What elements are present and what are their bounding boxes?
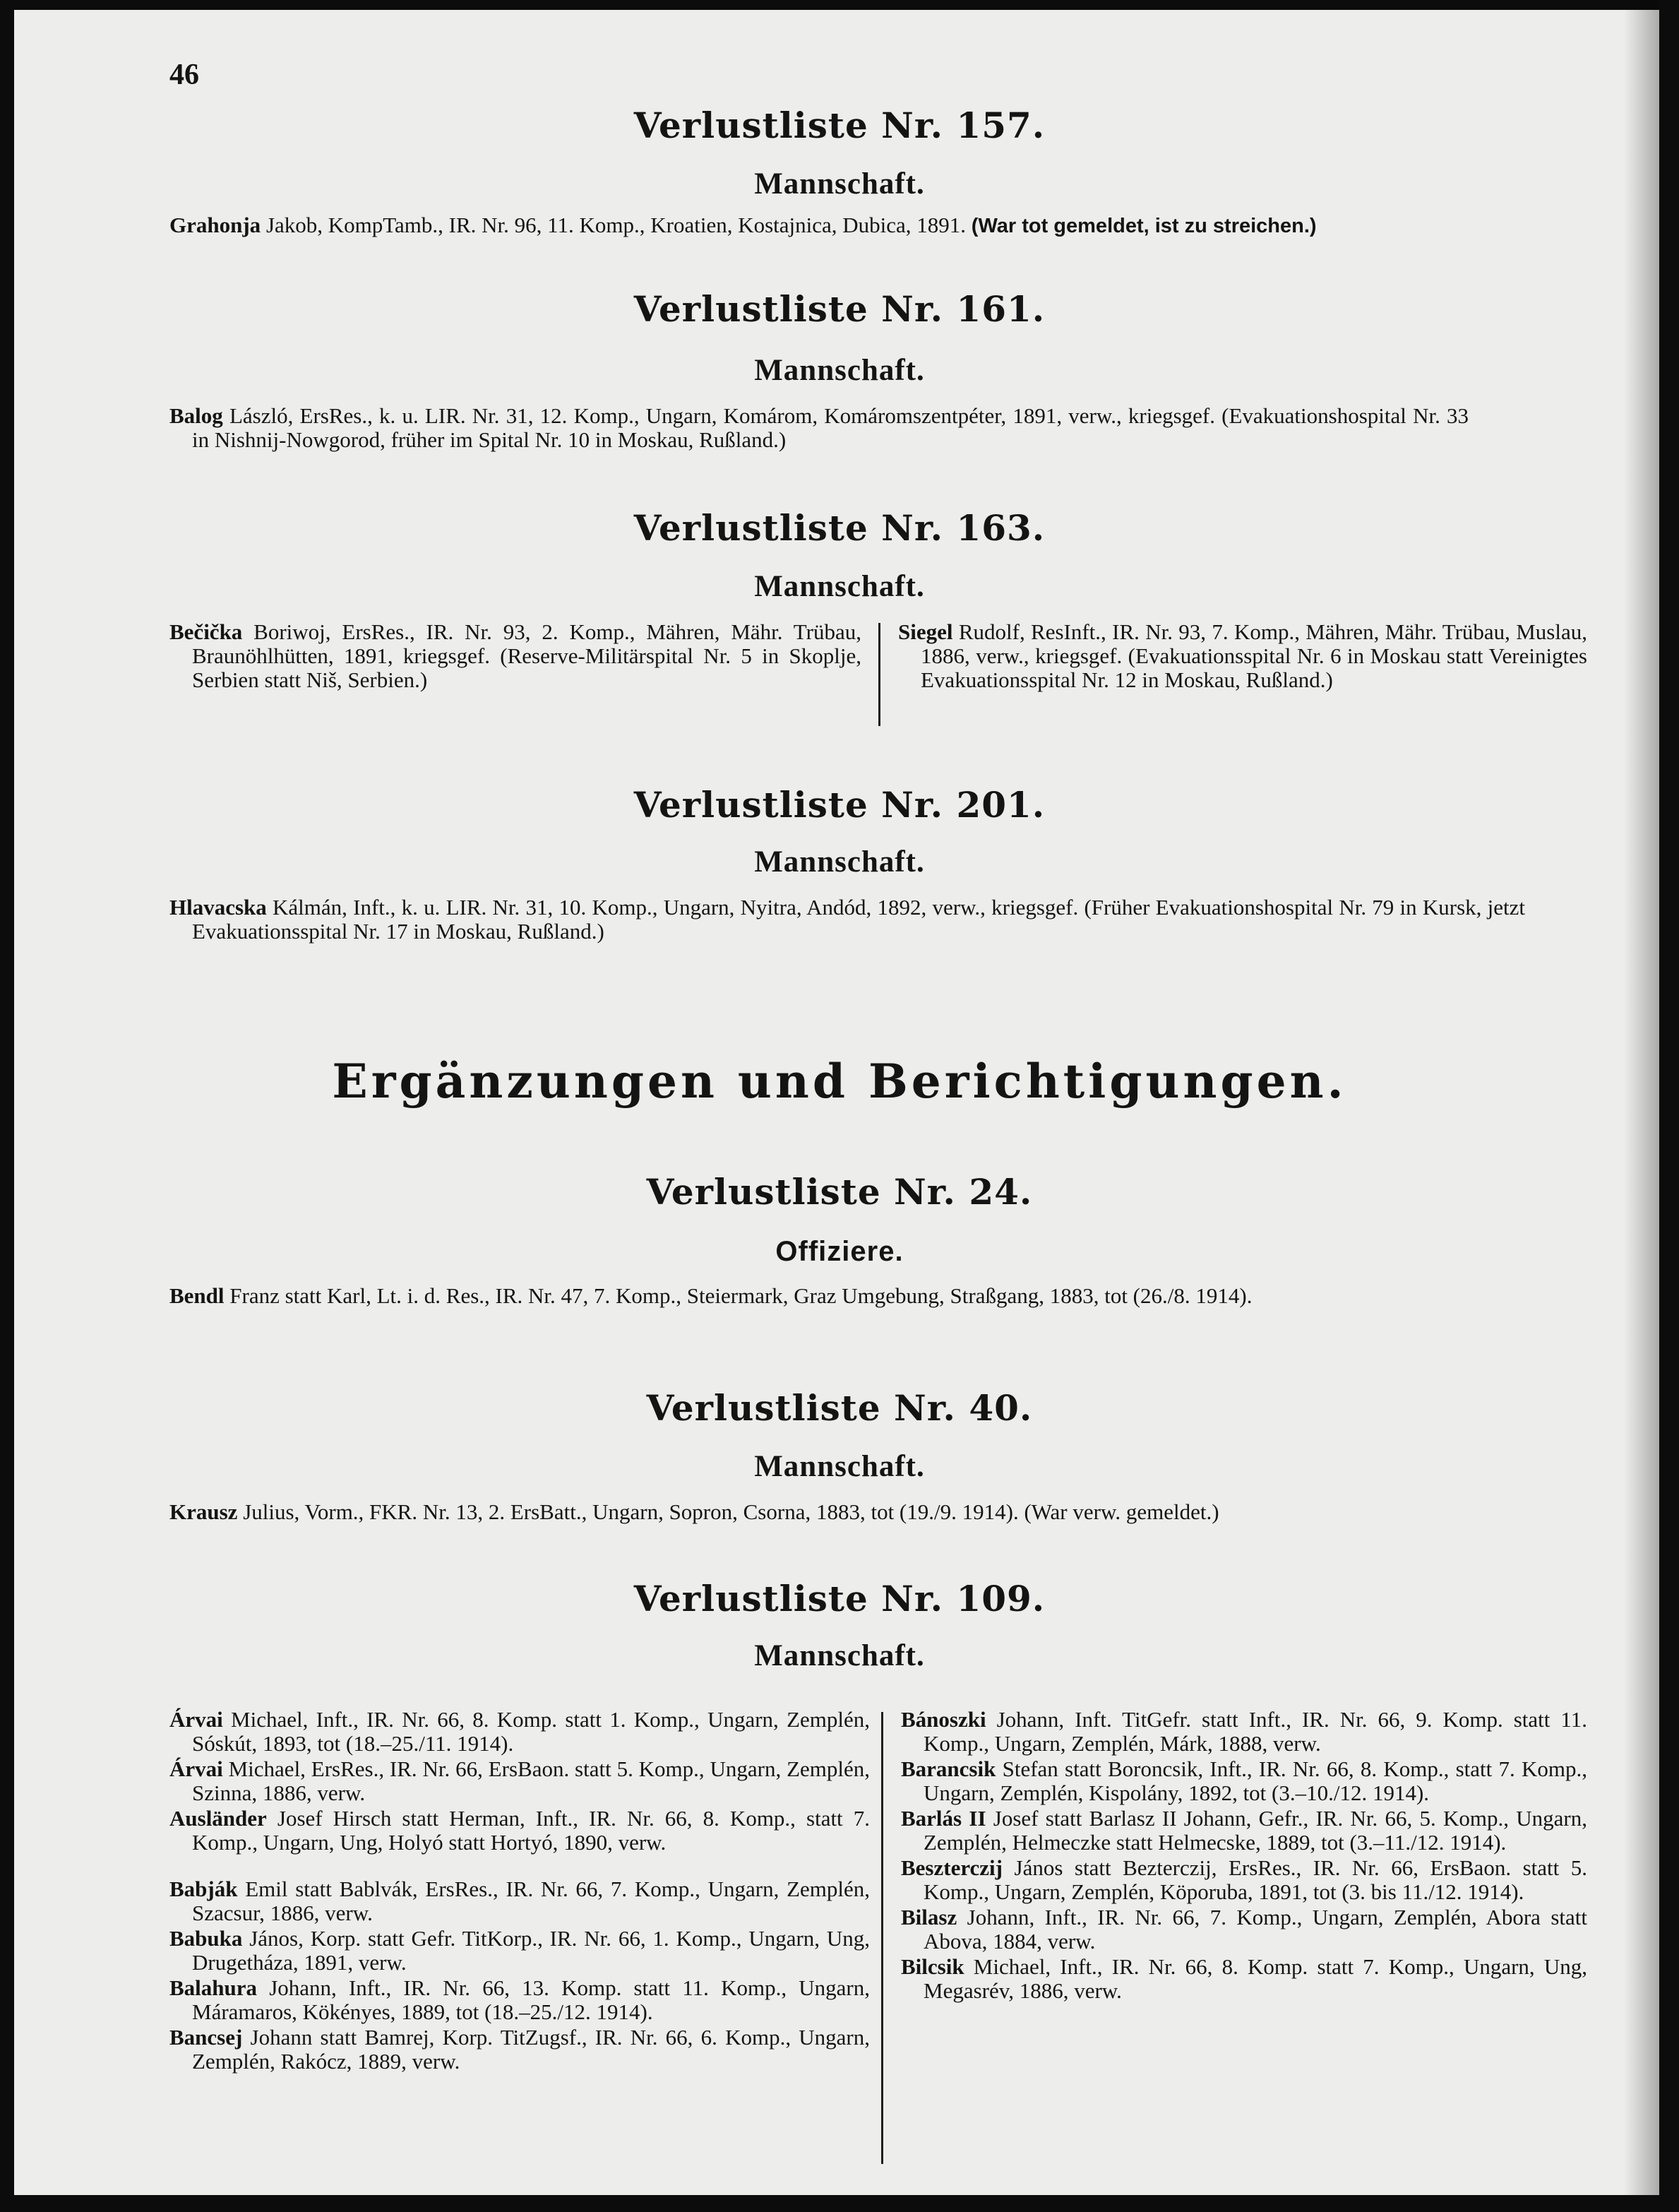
entry-name: Siegel xyxy=(898,619,953,644)
entry-text: Michael, ErsRes., IR. Nr. 66, ErsBaon. statt 5. Komp., Ungarn, Zemplén, Szinna, 1886, verw. xyxy=(192,1756,870,1805)
entry-becicka xyxy=(169,620,861,692)
entry-text: Boriwoj, ErsRes., IR. Nr. 93, 2. Komp., Mähren, Mähr. Trübau, Braunöhlhütten, 1891, kriegsgef. (Reserve-Militärspital Nr. 5 in Skoplje, Serbien statt Niš, Serbien.) xyxy=(192,619,861,692)
entry-text: Franz statt Karl, Lt. i. d. Res., IR. Nr. 47, 7. Komp., Steiermark, Graz Umgebung, Straßgang, 1883, tot (26./8. 1914). xyxy=(224,1283,1253,1308)
entry-text: Kálmán, Inft., k. u. LIR. Nr. 31, 10. Komp., Ungarn, Nyitra, Andód, 1892, verw., kriegsgef. (Früher Evakuationshospital Nr. 79 in Kursk, jetzt Evakuationsspital Nr. 17 in Moskau, Rußland.) xyxy=(192,895,1525,944)
subheading-mannschaft-40: Mannschaft. xyxy=(754,1450,925,1483)
entry-text: Stefan statt Boroncsik, Inft., IR. Nr. 66, 8. Komp., statt 7. Komp., Ungarn, Zemplén, Kispolány, 1892, tot (3.–10./12. 1914). xyxy=(924,1756,1587,1805)
entry-text: János, Korp. statt Gefr. TitKorp., IR. Nr. 66, 1. Komp., Ungarn, Ung, Drugetháza, 1891, verw. xyxy=(192,1926,870,1975)
entry-text: Johann, Inft. TitGefr. statt Inft., IR. Nr. 66, 9. Komp. statt 11. Komp., Ungarn, Zemplén, Márk, 1888, verw. xyxy=(924,1707,1587,1756)
heading-ergaenzungen: Ergänzungen und Berichtigungen. xyxy=(332,1054,1347,1109)
entry-arvai-2 xyxy=(169,1757,870,1805)
column-divider xyxy=(878,623,880,726)
heading-verlustliste-163: Verlustliste Nr. 163. xyxy=(633,507,1046,549)
entry-krausz xyxy=(169,1500,1582,1524)
heading-verlustliste-157: Verlustliste Nr. 157. xyxy=(633,105,1046,146)
entry-name: Babuka xyxy=(169,1926,243,1951)
heading-verlustliste-24: Verlustliste Nr. 24. xyxy=(646,1171,1033,1213)
entry-hlavacska xyxy=(169,896,1525,944)
entry-name: Hlavacska xyxy=(169,895,267,920)
entry-babjak xyxy=(169,1877,870,1925)
entry-babuka xyxy=(169,1927,870,1975)
column-divider xyxy=(881,1712,883,2164)
subheading-mannschaft-163: Mannschaft. xyxy=(754,570,925,603)
entry-auslaender xyxy=(169,1807,870,1855)
entry-banoszki xyxy=(901,1708,1587,1756)
entry-text: Rudolf, ResInft., IR. Nr. 93, 7. Komp., Mähren, Mähr. Trübau, Muslau, 1886, verw., kriegsgef. (Evakuationsspital Nr. 6 in Moskau statt Vereinigtes Evakuationsspital Nr. 12 in Moskau, Rußland.) xyxy=(921,619,1587,692)
entry-text: Julius, Vorm., FKR. Nr. 13, 2. ErsBatt., Ungarn, Sopron, Csorna, 1883, tot (19./9. 1914). (War verw. gemeldet.) xyxy=(237,1499,1219,1524)
subheading-mannschaft-157: Mannschaft. xyxy=(754,167,925,201)
column-left-109 xyxy=(169,1708,870,2075)
entry-name: Bendl xyxy=(169,1283,225,1308)
subheading-mannschaft-109: Mannschaft. xyxy=(754,1639,925,1672)
entry-name: Bilcsik xyxy=(901,1954,964,1979)
entry-name: Barancsik xyxy=(901,1756,996,1781)
entry-barancsik xyxy=(901,1757,1587,1805)
entry-name: Balog xyxy=(169,403,223,428)
entry-beszterczij xyxy=(901,1856,1587,1904)
entry-bilasz xyxy=(901,1905,1587,1954)
entry-text: Josef statt Barlasz II Johann, Gefr., IR. Nr. 66, 5. Komp., Ungarn, Zemplén, Helmeczke statt Helmecske, 1889, tot (3.–11./12. 1914). xyxy=(924,1806,1587,1855)
heading-verlustliste-109: Verlustliste Nr. 109. xyxy=(633,1578,1046,1619)
entry-text: János statt Bezterczij, ErsRes., IR. Nr. 66, ErsBaon. statt 5. Komp., Ungarn, Zemplén, Köporuba, 1891, tot (3. bis 11./12. 1914). xyxy=(924,1855,1587,1904)
entry-text: Emil statt Bablvák, ErsRes., IR. Nr. 66, 7. Komp., Ungarn, Zemplén, Szacsur, 1886, verw. xyxy=(192,1877,870,1925)
entry-barlas xyxy=(901,1807,1587,1855)
page-number: 46 xyxy=(169,59,199,91)
entry-balahura xyxy=(169,1976,870,2024)
entry-name: Barlás II xyxy=(901,1806,986,1831)
entry-bancsej xyxy=(169,2026,870,2074)
entry-name: Árvai xyxy=(169,1707,223,1732)
entry-bendl xyxy=(169,1284,1504,1308)
entry-text: Michael, Inft., IR. Nr. 66, 8. Komp. statt 1. Komp., Ungarn, Zemplén, Sóskút, 1893, tot (18.–25./11. 1914). xyxy=(192,1707,870,1756)
column-gap xyxy=(169,1856,870,1877)
heading-verlustliste-161: Verlustliste Nr. 161. xyxy=(633,288,1046,330)
heading-verlustliste-40: Verlustliste Nr. 40. xyxy=(646,1387,1033,1429)
entry-grahonja xyxy=(169,213,1553,238)
entry-name: Beszterczij xyxy=(901,1855,1003,1880)
entry-siegel xyxy=(898,620,1587,692)
entry-text: Josef Hirsch statt Herman, Inft., IR. Nr. 66, 8. Komp., statt 7. Komp., Ungarn, Ung, Holyó statt Hortyó, 1890, verw. xyxy=(192,1806,870,1855)
entry-name: Ausländer xyxy=(169,1806,267,1831)
subheading-offiziere-24: Offiziere. xyxy=(775,1236,904,1267)
entry-name: Bancsej xyxy=(169,2025,243,2050)
entry-text: Michael, Inft., IR. Nr. 66, 8. Komp. statt 7. Komp., Ungarn, Ung, Megasrév, 1886, verw. xyxy=(924,1954,1587,2003)
entry-arvai-1 xyxy=(169,1708,870,1756)
entry-name: Bečička xyxy=(169,619,243,644)
entry-name: Grahonja xyxy=(169,213,261,237)
scan-border-bottom xyxy=(0,2195,1679,2212)
entry-name: Babják xyxy=(169,1877,238,1901)
entry-name: Bánoszki xyxy=(901,1707,986,1732)
column-right-109 xyxy=(901,1708,1587,2004)
entry-note: (War tot gemeldet, ist zu streichen.) xyxy=(971,215,1317,237)
entry-name: Bilasz xyxy=(901,1905,957,1929)
entry-balog xyxy=(169,404,1469,452)
entry-text: Johann, Inft., IR. Nr. 66, 13. Komp. statt 11. Komp., Ungarn, Máramaros, Kökényes, 1889, tot (18.–25./12. 1914). xyxy=(192,1975,870,2024)
entry-name: Krausz xyxy=(169,1499,238,1524)
subheading-mannschaft-161: Mannschaft. xyxy=(754,354,925,387)
entry-text: Johann statt Bamrej, Korp. TitZugsf., IR. Nr. 66, 6. Komp., Ungarn, Zemplén, Rakócz, 1889, verw. xyxy=(192,2025,870,2074)
entry-text: Jakob, KompTamb., IR. Nr. 96, 11. Komp., Kroatien, Kostajnica, Dubica, 1891. xyxy=(261,213,972,237)
subheading-mannschaft-201: Mannschaft. xyxy=(754,845,925,879)
entry-text: László, ErsRes., k. u. LIR. Nr. 31, 12. Komp., Ungarn, Komárom, Komáromszentpéter, 1891, verw., kriegsgef. (Evakuationshospital Nr. 33 in Nishnij-Nowgorod, früher im Spital Nr. 10 in Moskau, Rußland.) xyxy=(192,403,1469,452)
heading-verlustliste-201: Verlustliste Nr. 201. xyxy=(633,784,1046,826)
entry-text: Johann, Inft., IR. Nr. 66, 7. Komp., Ungarn, Zemplén, Abora statt Abova, 1884, verw. xyxy=(924,1905,1587,1954)
scan-border-top xyxy=(0,0,1679,10)
entry-bilcsik xyxy=(901,1955,1587,2003)
entry-name: Árvai xyxy=(169,1756,223,1781)
entry-name: Balahura xyxy=(169,1975,258,2000)
